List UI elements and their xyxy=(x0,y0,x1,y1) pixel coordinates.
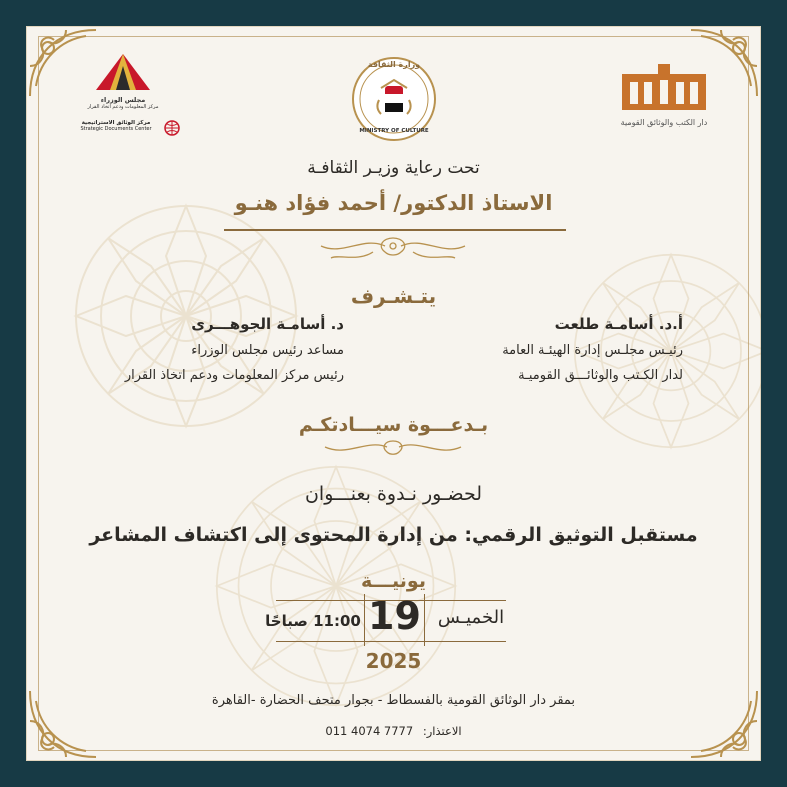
venue: بمقر دار الوثائق القومية بالفسطاط - بجوار متحف الحضارة -القاهرة xyxy=(211,693,576,708)
event-day: 19 xyxy=(368,594,421,638)
sdc-name-ar: مركز الوثائق الاستراتيجية xyxy=(81,120,151,126)
corner-ornament-bottom-right xyxy=(671,671,761,761)
ministry-name-en: MINISTRY OF CULTURE xyxy=(359,128,429,134)
minister-name: الاستاذ الدكتور/ أحمد فؤاد هنـو xyxy=(234,191,553,215)
honor-title: يتـشـرف xyxy=(350,284,437,308)
invitation-title: بـدعـــوة سيـــادتكـم xyxy=(298,414,489,436)
corner-ornament-bottom-left xyxy=(26,671,116,761)
seminar-subject: مستقبل التوثيق الرقمي: من إدارة المحتوى إلى اكتشاف المشاعر xyxy=(89,524,698,546)
ministry-name-ar: وزارة الثقافة xyxy=(367,60,421,69)
host-left-role2: رئيس مركز المعلومات ودعم اتخاذ القرار xyxy=(124,368,344,383)
archives-building-emblem xyxy=(612,62,716,112)
title-underline xyxy=(224,229,566,231)
globe-icon xyxy=(164,120,180,136)
host-left-name: د. أسامـة الجوهـــرى xyxy=(191,315,344,333)
host-right-name: أ.د. أسامـة طلعت xyxy=(554,315,683,333)
patronage-line: تحت رعاية وزيـر الثقافـة xyxy=(307,158,480,178)
idsc-org-line2: مركز المعلومات ودعم اتخاذ القرار xyxy=(87,104,159,110)
pyramid-emblem xyxy=(68,52,178,102)
event-weekday: الخميـس xyxy=(437,607,505,628)
attend-line: لحضـور نـدوة بعنـــوان xyxy=(304,483,483,505)
apology-line xyxy=(0,724,787,738)
archives-name: دار الكتب والوثائق القومية xyxy=(620,118,708,127)
event-time: 11:00 صباحًا xyxy=(265,612,361,630)
idsc-org-line1: مجلس الوزراء xyxy=(100,96,146,104)
apology-label: الاعتذار: xyxy=(422,724,462,738)
sdc-name-en: Strategic Documents Center xyxy=(80,126,152,132)
event-year: 2025 xyxy=(365,649,422,673)
national-archives-logo xyxy=(612,62,716,136)
divider-ornament-middle xyxy=(303,437,483,463)
divider-ornament-top xyxy=(303,232,483,264)
host-right-role1: رئيـس مجلـس إدارة الهيئـة العامة xyxy=(502,343,683,358)
ministry-of-culture-logo xyxy=(351,56,437,142)
host-left-role1: مساعد رئيس مجلس الوزراء xyxy=(191,343,344,358)
host-right-role2: لدار الكـتب والوثائـــق القوميـة xyxy=(518,368,683,383)
idsc-logo xyxy=(68,52,178,144)
apology-phone: 011 4074 7777 xyxy=(325,724,414,738)
date-rule-bottom xyxy=(276,641,506,642)
event-month: يونيـــة xyxy=(361,570,426,592)
